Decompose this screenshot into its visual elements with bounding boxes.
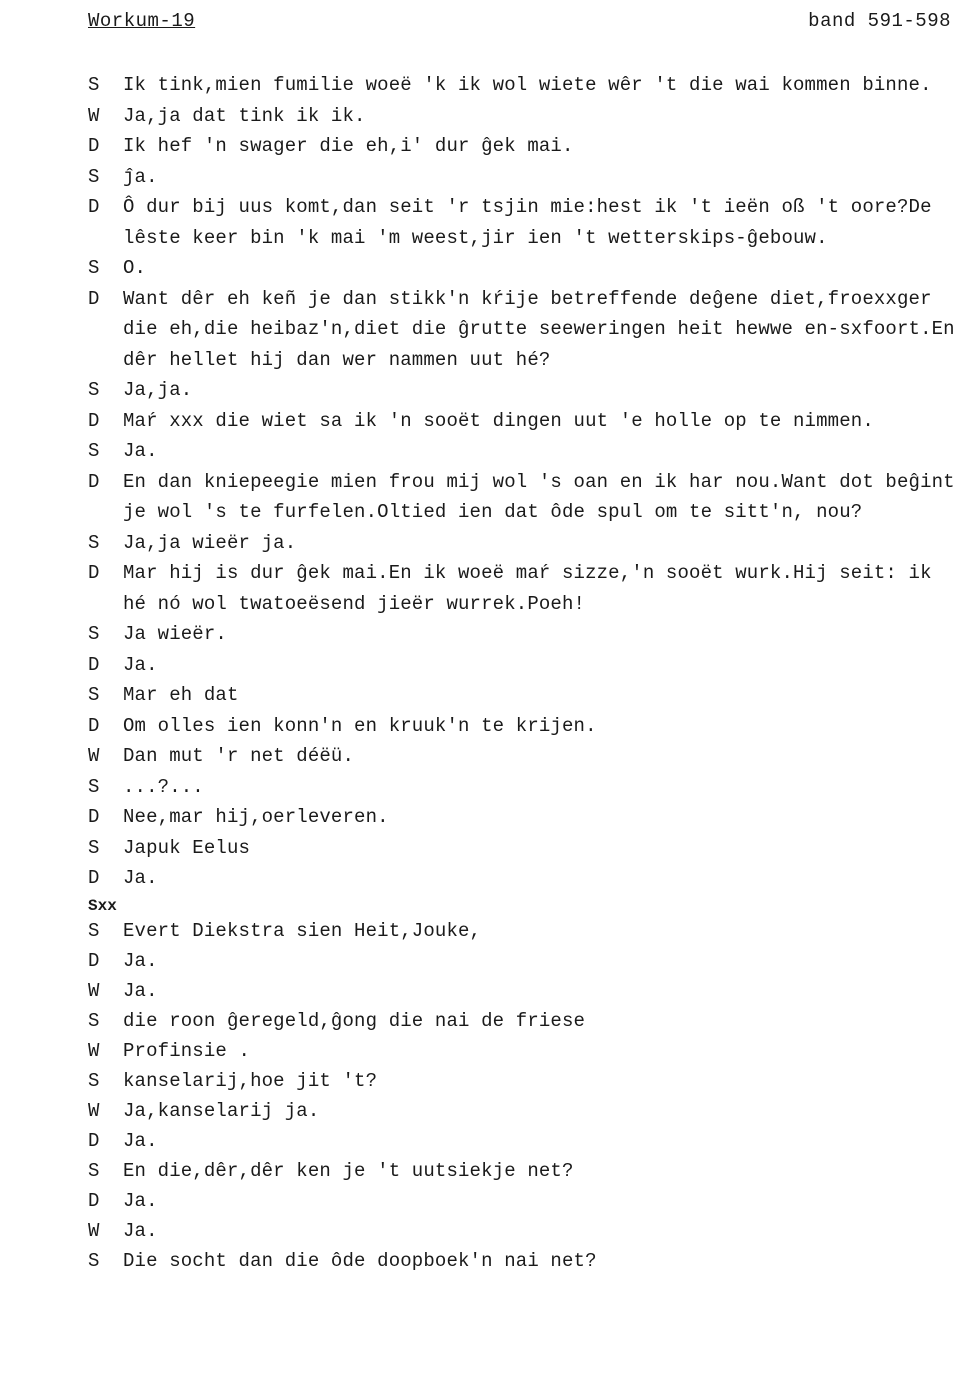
utterance-text: En dan kniepeegie mien frou mij wol ′s oan en ik har nou.Want dot beĝint je wol ′s te furfelen.Oltied ien dat ôde spul om te sitt′n, nou? [123, 470, 955, 523]
transcript-turn [88, 1246, 958, 1276]
speaker-label: W [88, 745, 100, 767]
transcript-turn [88, 375, 958, 406]
speaker-label: D [88, 806, 100, 828]
speaker-label: S [88, 775, 100, 798]
utterance-text: Ja. [123, 1189, 158, 1212]
transcript-turn [88, 863, 958, 894]
utterance-text: Profinsie . [123, 1039, 251, 1062]
transcript-part-2 [88, 916, 958, 1276]
utterance-text: Ja. [123, 949, 158, 972]
transcript-turn [88, 1186, 958, 1216]
transcript-turn [88, 1126, 958, 1156]
utterance-text: Ja. [123, 653, 158, 676]
utterance-text: Mar hij is dur ĝek mai.En ik woeë maŕ sizze,′n sooët wurk.Hij seit: ik hé nó wol twatoeësend jieër wurrek.Poeh! [123, 562, 932, 615]
transcript-turn [88, 192, 958, 253]
speaker-label: S [88, 623, 100, 645]
utterance-text: ...?... [123, 775, 204, 798]
utterance-text: ĵa. [123, 165, 158, 188]
transcript-turn [88, 802, 958, 833]
transcript-turn [88, 162, 958, 193]
utterance-text: die roon ĝeregeld,ĝong die nai de friese [123, 1009, 586, 1032]
utterance-text: Japuk Eelus [123, 836, 251, 859]
transcript-turn [88, 70, 958, 101]
utterance-text: Nee,mar hij,oerleveren. [123, 806, 389, 828]
transcript-turn [88, 1216, 958, 1246]
speaker-label: S [88, 257, 100, 279]
transcript [88, 70, 958, 1276]
speaker-label: S [88, 919, 100, 942]
speaker-label: S [88, 531, 100, 554]
speaker-label: D [88, 196, 100, 218]
transcript-turn [88, 284, 958, 376]
transcript-turn [88, 650, 958, 681]
transcript-turn [88, 1036, 958, 1066]
utterance-text: Om olles ien konn′n en kruuk′n te krijen. [123, 714, 597, 737]
speaker-label: S [88, 836, 100, 859]
speaker-label: D [88, 714, 100, 737]
utterance-text: Ô dur bij uus komt,dan seit ′r tsjin mie:hest ik ′t ieën oß ′t oore?De lêste keer bin ′k mai ′m weest,jir ien ′t wetterskips-ĝebouw. [123, 196, 932, 249]
transcript-turn [88, 680, 958, 711]
transcript-turn [88, 833, 958, 864]
speaker-label: S [88, 1249, 100, 1272]
transcript-turn [88, 711, 958, 742]
speaker-label: S [88, 1159, 100, 1182]
transcript-turn [88, 1156, 958, 1186]
speaker-label: W [88, 1219, 100, 1242]
transcript-turn [88, 406, 958, 437]
transcript-turn [88, 436, 958, 467]
utterance-text: Ja wieër. [123, 623, 227, 645]
speaker-label: D [88, 135, 100, 157]
speaker-label: W [88, 1039, 100, 1062]
transcript-turn [88, 619, 958, 650]
utterance-text: kanselarij,hoe jit ′t? [123, 1069, 378, 1092]
utterance-text: Ja. [123, 1129, 158, 1152]
utterance-text: En die,dêr,dêr ken je ′t uutsiekje net? [123, 1159, 574, 1182]
transcript-turn [88, 528, 958, 559]
speaker-label: S [88, 440, 100, 462]
utterance-text: Ja,kanselarij ja. [123, 1099, 320, 1122]
utterance-text: Ja,ja. [123, 379, 193, 401]
transcript-turn [88, 131, 958, 162]
utterance-text: Evert Diekstra sien Heit,Jouke, [123, 919, 482, 942]
transcript-turn [88, 558, 958, 619]
page-title: Workum-19 [88, 10, 196, 32]
transcript-turn [88, 772, 958, 803]
transcript-part-1 [88, 70, 958, 894]
transcript-turn [88, 976, 958, 1006]
speaker-label: W [88, 104, 100, 127]
transcript-turn [88, 253, 958, 284]
speaker-label: D [88, 867, 100, 889]
transcript-turn [88, 741, 958, 772]
utterance-text: Ja. [123, 867, 158, 889]
utterance-text: Ja. [123, 440, 158, 462]
utterance-text: Maŕ xxx die wiet sa ik ′n sooët dingen uut ′e holle op te nimmen. [123, 409, 874, 432]
speaker-label: D [88, 1129, 100, 1152]
transcript-turn [88, 1066, 958, 1096]
utterance-text: Want dêr eh keñ je dan stikk′n kŕije betreffende deĝene diet,froexxger die eh,die heibaz′n,diet die ĝrutte seeweringen heit hewwe en-sxfoort.En dêr hellet hij dan wer nammen uut hé? [123, 287, 955, 371]
speaker-label: S [88, 74, 100, 96]
speaker-label: D [88, 653, 100, 676]
utterance-text: Ja,ja wieër ja. [123, 531, 297, 554]
utterance-text: Die socht dan die ôde doopboek′n nai net? [123, 1249, 597, 1272]
speaker-label: D [88, 287, 100, 310]
transcript-turn [88, 946, 958, 976]
transcript-turn [88, 1006, 958, 1036]
utterance-text: Ik hef ′n swager die eh,i′ dur ĝek mai. [123, 135, 574, 157]
speaker-label: S [88, 165, 100, 188]
section-marker: Sxx [88, 896, 117, 915]
transcript-turn [88, 101, 958, 132]
speaker-label: S [88, 1009, 100, 1032]
speaker-label: D [88, 409, 100, 432]
utterance-text: Ja. [123, 979, 158, 1002]
utterance-text: Mar eh dat [123, 684, 239, 706]
speaker-label: D [88, 949, 100, 972]
speaker-label: W [88, 1099, 100, 1122]
speaker-label: D [88, 1189, 100, 1212]
speaker-label: S [88, 1069, 100, 1092]
utterance-text: Ja. [123, 1219, 158, 1242]
utterance-text: Ik tink,mien fumilie woeë ′k ik wol wiete wêr ′t die wai kommen binne. [123, 74, 932, 96]
utterance-text: Ja,ja dat tink ik ik. [123, 104, 366, 127]
tape-reference: band 591-598 [808, 10, 951, 32]
speaker-label: W [88, 979, 100, 1002]
speaker-label: S [88, 684, 100, 706]
utterance-text: Dan mut ′r net déëü. [123, 745, 355, 767]
transcript-turn [88, 467, 958, 528]
transcript-turn [88, 1096, 958, 1126]
speaker-label: D [88, 562, 100, 584]
transcript-turn [88, 916, 958, 946]
speaker-label: S [88, 379, 100, 401]
utterance-text: O. [123, 257, 147, 279]
speaker-label: D [88, 470, 100, 493]
